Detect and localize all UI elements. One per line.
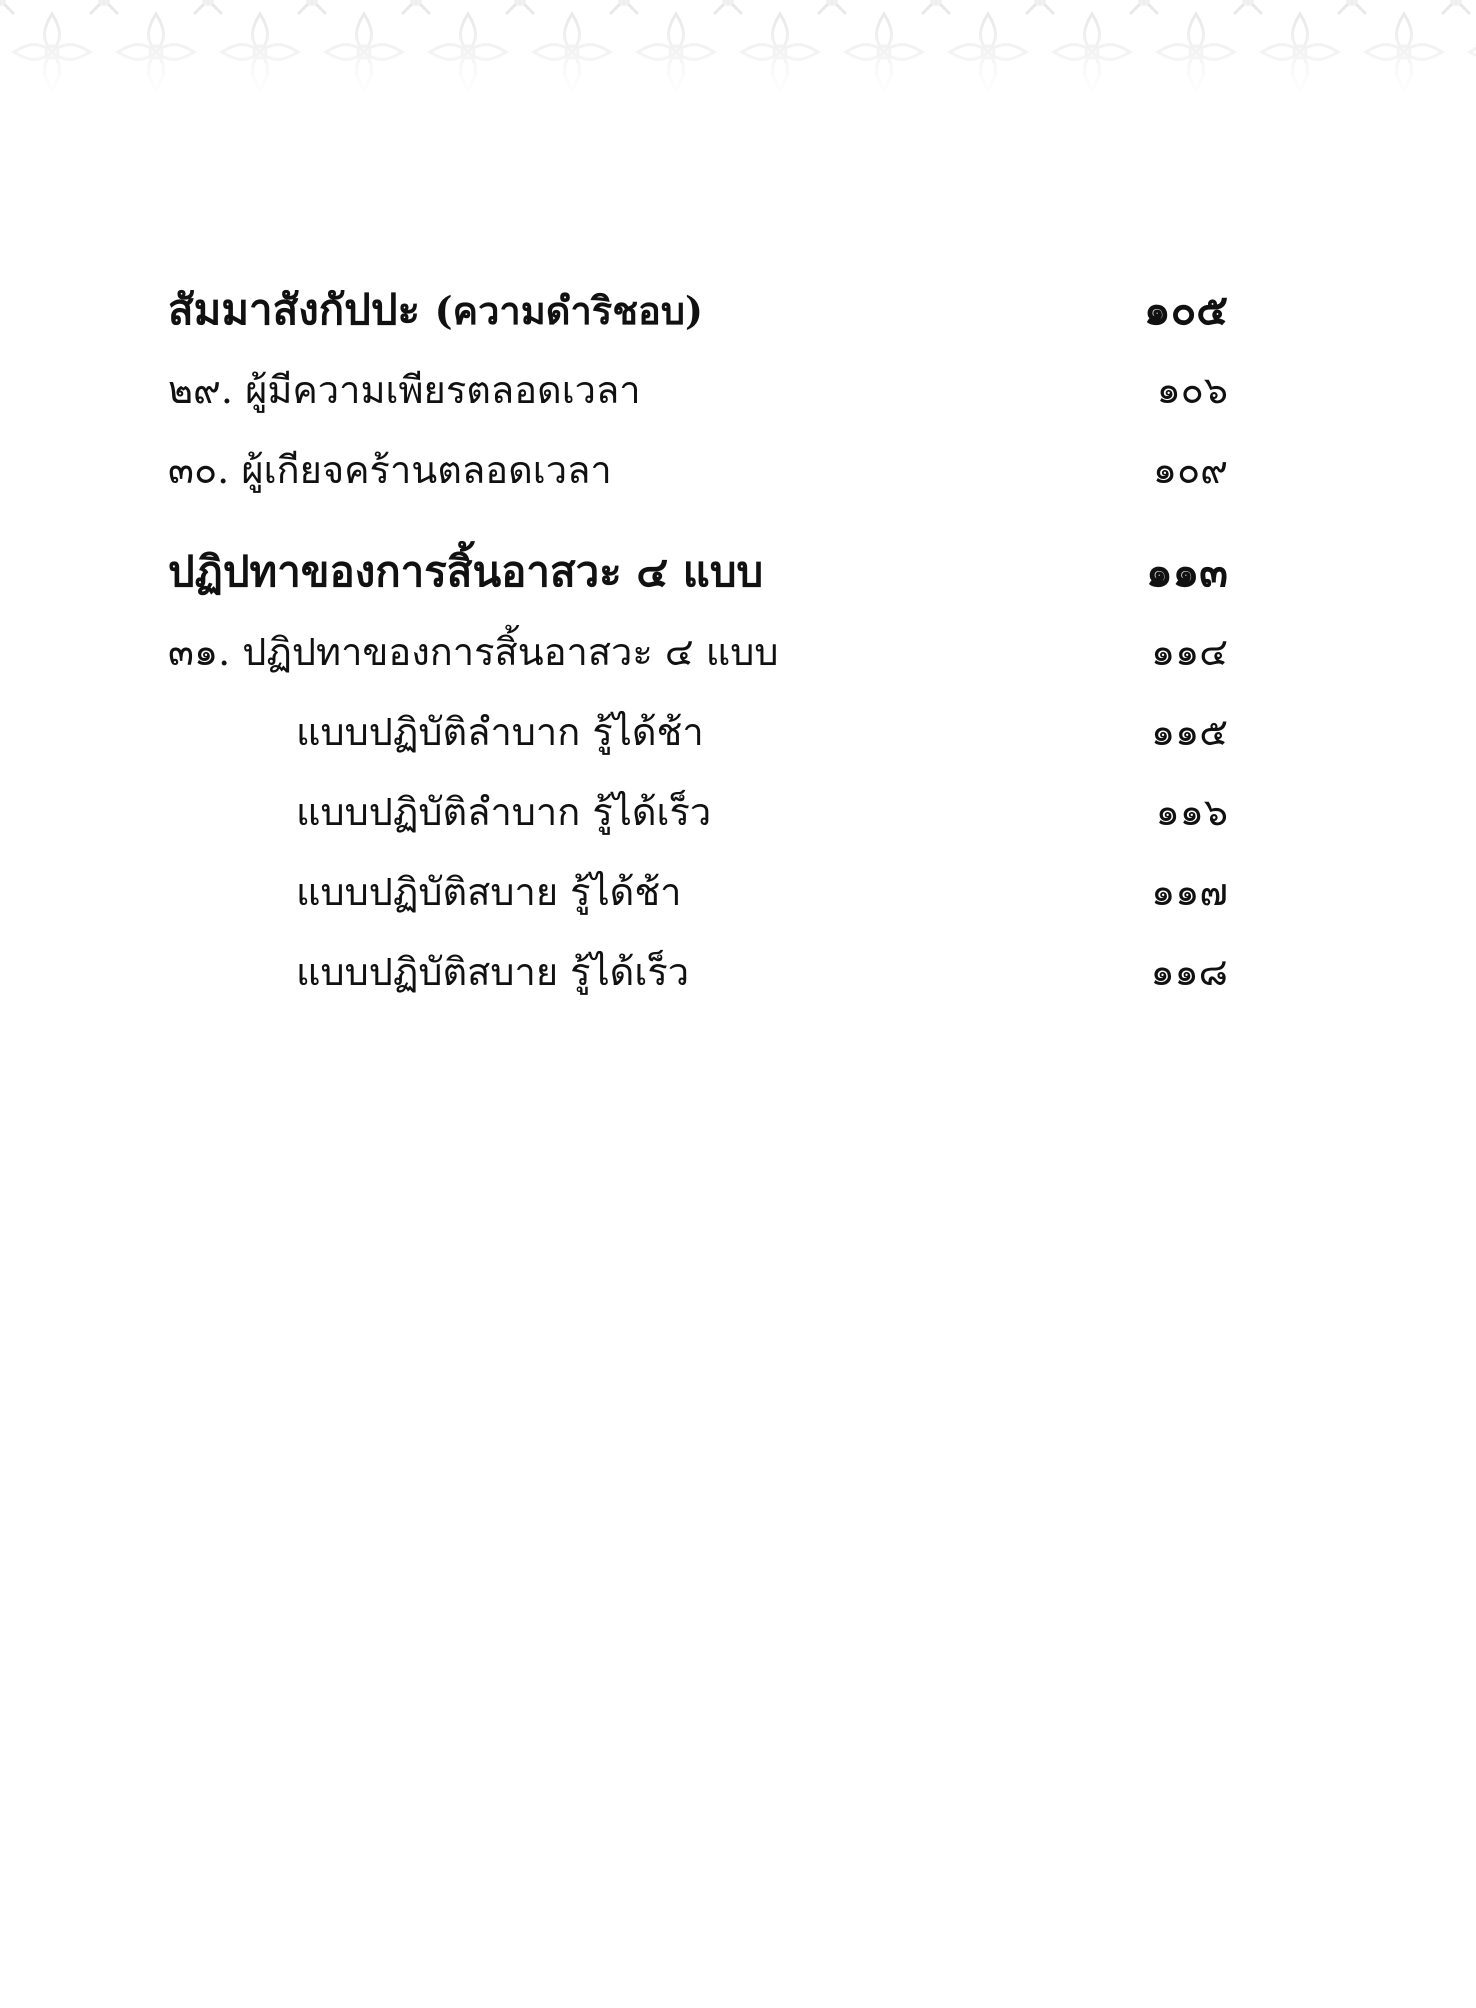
entry-title: ผู้มีความเพียรตลอดเวลา [245,368,641,412]
toc-entry-label [296,772,711,852]
header-pattern [0,0,1476,96]
entry-title: แบบปฏิบัติลำบาก รู้ได้ช้า [296,710,704,754]
toc-heading-row[interactable] [168,532,1228,612]
page-number: ๑๐๕ [1143,285,1228,334]
toc-entry-label [168,350,641,430]
entry-title: ปฏิปทาของการสิ้นอาสวะ ๔ แบบ [168,547,764,596]
entry-number: ๓๑. [168,630,231,674]
toc-entry-label [296,852,682,932]
entry-title: ปฏิปทาของการสิ้นอาสวะ ๔ แบบ [242,630,779,674]
toc-entry-row[interactable] [168,612,1228,692]
toc-sub-row[interactable] [168,772,1228,852]
page-number: ๑๑๔ [1150,630,1228,674]
entry-title: สัมมาสังกัปปะ [168,285,421,334]
toc-heading-row[interactable] [168,270,1228,350]
entry-number: ๒๙. [168,368,233,412]
entry-title: ผู้เกียจคร้านตลอดเวลา [241,448,612,492]
toc-sub-row[interactable] [168,852,1228,932]
toc-sub-row[interactable] [168,692,1228,772]
page-number: ๑๑๗ [1151,870,1228,914]
page-number: ๑๑๖ [1155,790,1228,834]
toc-sub-row[interactable] [168,932,1228,1012]
toc-entry-label [296,932,689,1012]
entry-title: แบบปฏิบัติลำบาก รู้ได้เร็ว [296,790,712,834]
page-number: ๑๑๓ [1145,547,1228,596]
toc-entry-label [168,532,763,612]
page-number: ๑๑๘ [1150,950,1228,994]
page-number: ๑๐๖ [1156,368,1228,412]
toc-entry-label [168,430,612,510]
toc-entry-row[interactable] [168,350,1228,430]
entry-title: แบบปฏิบัติสบาย รู้ได้ช้า [296,870,682,914]
toc-entry-label [168,270,703,351]
page-number: ๑๐๙ [1152,448,1228,492]
table-of-contents [168,270,1228,1012]
entry-subtitle: (ความดำริชอบ) [434,288,703,333]
toc-entry-label [296,692,704,772]
toc-entry-label [168,612,778,692]
entry-title: แบบปฏิบัติสบาย รู้ได้เร็ว [296,950,690,994]
page-number: ๑๑๕ [1150,710,1228,754]
toc-entry-row[interactable] [168,430,1228,510]
entry-number: ๓๐. [168,448,230,492]
